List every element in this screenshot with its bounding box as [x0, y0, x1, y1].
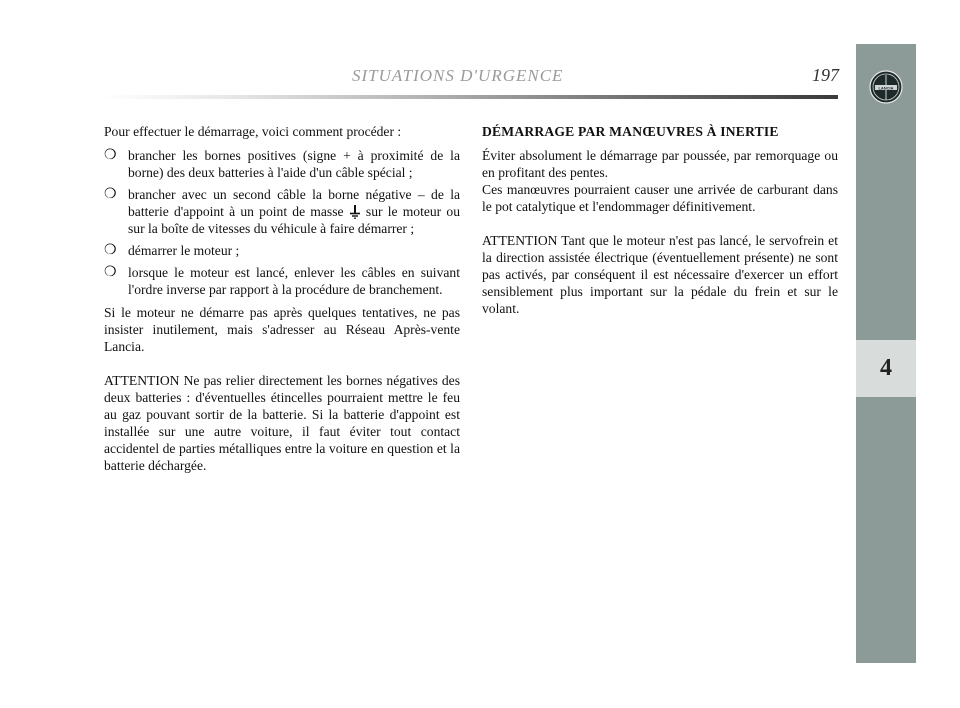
list-item: ❍ brancher les bornes positives (signe + à proximité de la borne) des deux batteries à l'aide d'un câble spécial ; — [104, 148, 460, 180]
open-circle-bullet-icon: ❍ — [104, 187, 117, 202]
left-column — [104, 123, 460, 481]
open-circle-bullet-icon: ❍ — [104, 148, 117, 163]
section-heading: DÉMARRAGE PAR MANŒUVRES À INERTIE — [482, 124, 779, 139]
page-number: 197 — [812, 65, 839, 85]
assistance-paragraph: Si le moteur ne démarre pas après quelques tentatives, ne pas insister inutilement, mais s'adresser au Réseau Après-vente Lancia. — [104, 305, 460, 354]
open-circle-bullet-icon: ❍ — [104, 265, 117, 280]
chapter-number: 4 — [880, 355, 892, 381]
section-title: SITUATIONS D'URGENCE — [352, 66, 564, 85]
inertia-paragraph: Éviter absolument le démarrage par poussée, par remorquage ou en profitant des pentes. — [482, 148, 838, 180]
warning-paragraph: ATTENTION Tant que le moteur n'est pas lancé, le servofrein et la direction assistée électrique (éventuellement présente) ne sont pas activés, par conséquent il est nécessaire d'exercer un effort sensiblement plus important sur la pédale du frein et sur le volant. — [482, 233, 838, 316]
logo-text: LANCIA — [878, 85, 894, 91]
catalyst-paragraph: Ces manœuvres pourraient causer une arrivée de carburant dans le pot catalytique et l'endommager définitivement. — [482, 182, 838, 214]
warning-paragraph: ATTENTION Ne pas relier directement les bornes négatives des deux batteries : d'éventuelles étincelles pourraient mettre le feu au gaz pouvant sortir de la batterie. Si la batterie d'appoint est installée sur une autre voiture, il faut éviter tout contact accidentel de parties métalliques entre la voiture en question et la batterie déchargée. — [104, 373, 460, 473]
lancia-logo-icon — [869, 70, 903, 104]
open-circle-bullet-icon: ❍ — [104, 243, 117, 258]
list-item: ❍ démarrer le moteur ; — [104, 243, 240, 258]
list-item: ❍ brancher avec un second câble la borne négative – de la batterie d'appoint à un point de masse sur le moteur ou sur la boîte de vitesses du véhicule à faire démarrer ; — [104, 187, 460, 236]
chapter-side-tab — [856, 44, 916, 663]
intro-text: Pour effectuer le démarrage, voici comment procéder : — [104, 124, 402, 139]
list-item: ❍ lorsque le moteur est lancé, enlever les câbles en suivant l'ordre inverse par rapport à la procédure de branchement. — [104, 265, 460, 297]
ground-symbol-icon — [349, 205, 361, 219]
procedure-list — [104, 147, 460, 298]
chapter-number-box — [856, 340, 916, 397]
right-column — [482, 123, 838, 324]
header-rule — [102, 95, 838, 99]
